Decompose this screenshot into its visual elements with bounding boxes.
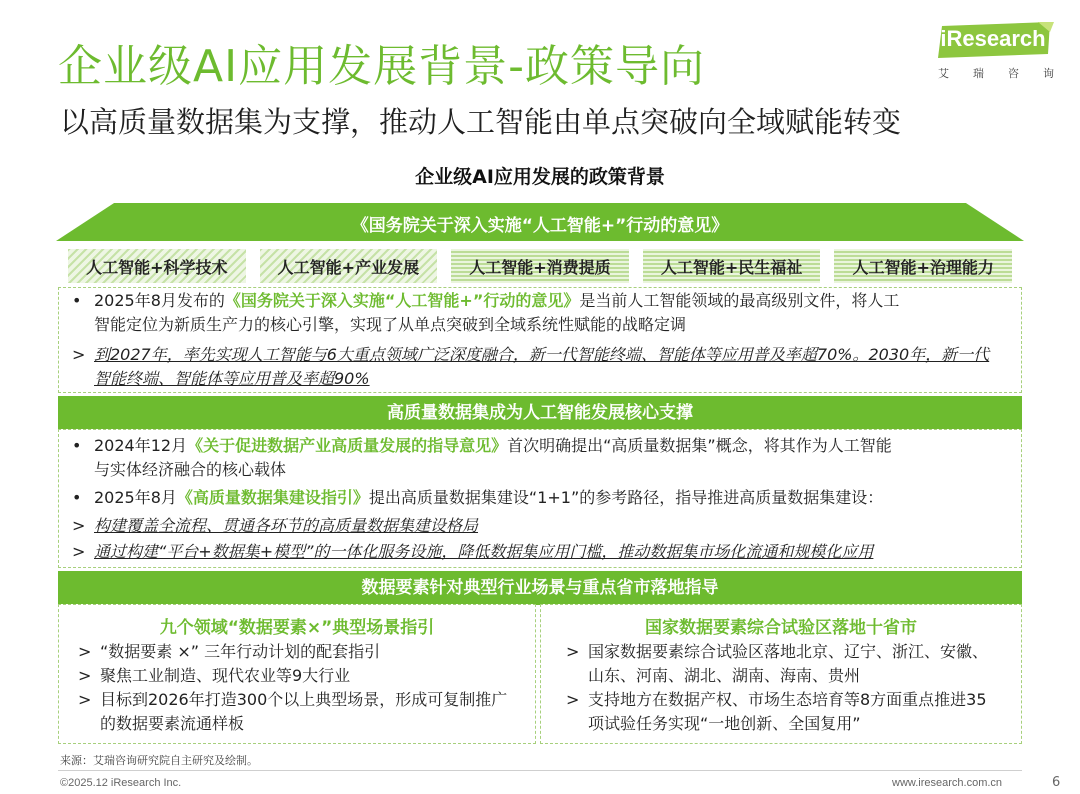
dataset-bullet-2: • 2025年8月《高质量数据集建设指引》提出高质量数据集建设“1+1”的参考路径，指导推进高质量数据集建设：	[72, 488, 884, 507]
field-tab-governance: 人工智能+治理能力	[834, 249, 1012, 283]
pilot-zone-heading: 国家数据要素综合试验区落地十省市	[645, 618, 917, 638]
dataset-band: 高质量数据集成为人工智能发展核心支撑	[58, 396, 1022, 430]
dataset-arrow-2: > 通过构建“平台+数据集+模型”的一体化服务设施，降低数据集应用门槛，推动数据集市场化流通和规模化应用	[72, 542, 874, 561]
source-note: 来源：艾瑞咨询研究院自主研究及绘制。	[60, 754, 258, 767]
pilot-item-1: > 国家数据要素综合试验区落地北京、辽宁、浙江、安徽、	[566, 642, 989, 661]
logo-char: 艾	[938, 67, 949, 80]
footer-divider	[58, 770, 1022, 771]
field-tab-industry: 人工智能+产业发展	[260, 249, 438, 283]
dataset-bullet-1-cont: 与实体经济融合的核心载体	[94, 460, 287, 479]
logo-wordmark: iResearch	[940, 26, 1046, 51]
field-tab-livelihood: 人工智能+民生福祉	[643, 249, 821, 283]
website-link[interactable]: www.iresearch.com.cn	[892, 777, 1003, 789]
field-tab-consumption: 人工智能+消费提质	[451, 249, 629, 283]
logo-char: 咨	[1008, 67, 1019, 80]
policy-target-arrow: > 到2027年，率先实现人工智能与6大重点领域广泛深度融合，新一代智能终端、智能体等应用普及率超70%。2030年，新一代	[72, 345, 990, 364]
scenario-guide-heading: 九个领域“数据要素×”典型场景指引	[159, 618, 435, 638]
policy-band-title: 《国务院关于深入实施“人工智能+”行动的意见》	[351, 216, 729, 236]
scenario-item-1: > “数据要素 ×” 三年行动计划的配套指引	[78, 642, 381, 661]
data-element-band: 数据要素针对典型行业场景与重点省市落地指导	[58, 571, 1022, 605]
dataset-arrow-1: > 构建覆盖全流程、贯通各环节的高质量数据集建设格局	[72, 516, 479, 535]
logo-char: 瑞	[973, 67, 984, 80]
page-number: 6	[1052, 775, 1061, 790]
dataset-bullet-1: • 2024年12月《关于促进数据产业高质量发展的指导意见》首次明确提出“高质量数据集”概念，将其作为人工智能	[72, 436, 892, 455]
logo-chinese-name	[936, 65, 1056, 81]
field-tab-science: 人工智能+科学技术	[68, 249, 246, 283]
policy-bullet-1: • 2025年8月发布的《国务院关于深入实施“人工智能+”行动的意见》是当前人工智能领域的最高级别文件，将人工	[72, 291, 900, 310]
scenario-item-3-cont: 的数据要素流通样板	[100, 714, 245, 733]
pilot-item-2: > 支持地方在数据产权、市场生态培育等8方面重点推进35	[566, 690, 987, 709]
copyright: ©2025.12 iResearch Inc.	[60, 777, 182, 789]
logo-char: 询	[1043, 67, 1054, 80]
section-title: 企业级AI应用发展的政策背景	[415, 166, 665, 188]
page-title: 企业级AI应用发展背景-政策导向	[58, 41, 705, 92]
ai-plus-field-tabs	[58, 249, 1022, 283]
scenario-item-2: > 聚焦工业制造、现代农业等9大行业	[78, 666, 351, 685]
policy-target-arrow-cont: 智能终端、智能体等应用普及率超90%	[94, 369, 370, 388]
pilot-item-2-cont: 项试验任务实现“一地创新、全国复用”	[588, 714, 861, 733]
policy-bullet-1-cont: 智能定位为新质生产力的核心引擎，实现了从单点突破到全域系统性赋能的战略定调	[94, 315, 687, 334]
iresearch-logo	[932, 20, 1056, 86]
pilot-item-1-cont: 山东、河南、湖北、湖南、海南、贵州	[588, 666, 861, 685]
page-subtitle: 以高质量数据集为支撑，推动人工智能由单点突破向全域赋能转变	[60, 105, 902, 139]
scenario-item-3: > 目标到2026年打造300个以上典型场景，形成可复制推广	[78, 690, 508, 709]
